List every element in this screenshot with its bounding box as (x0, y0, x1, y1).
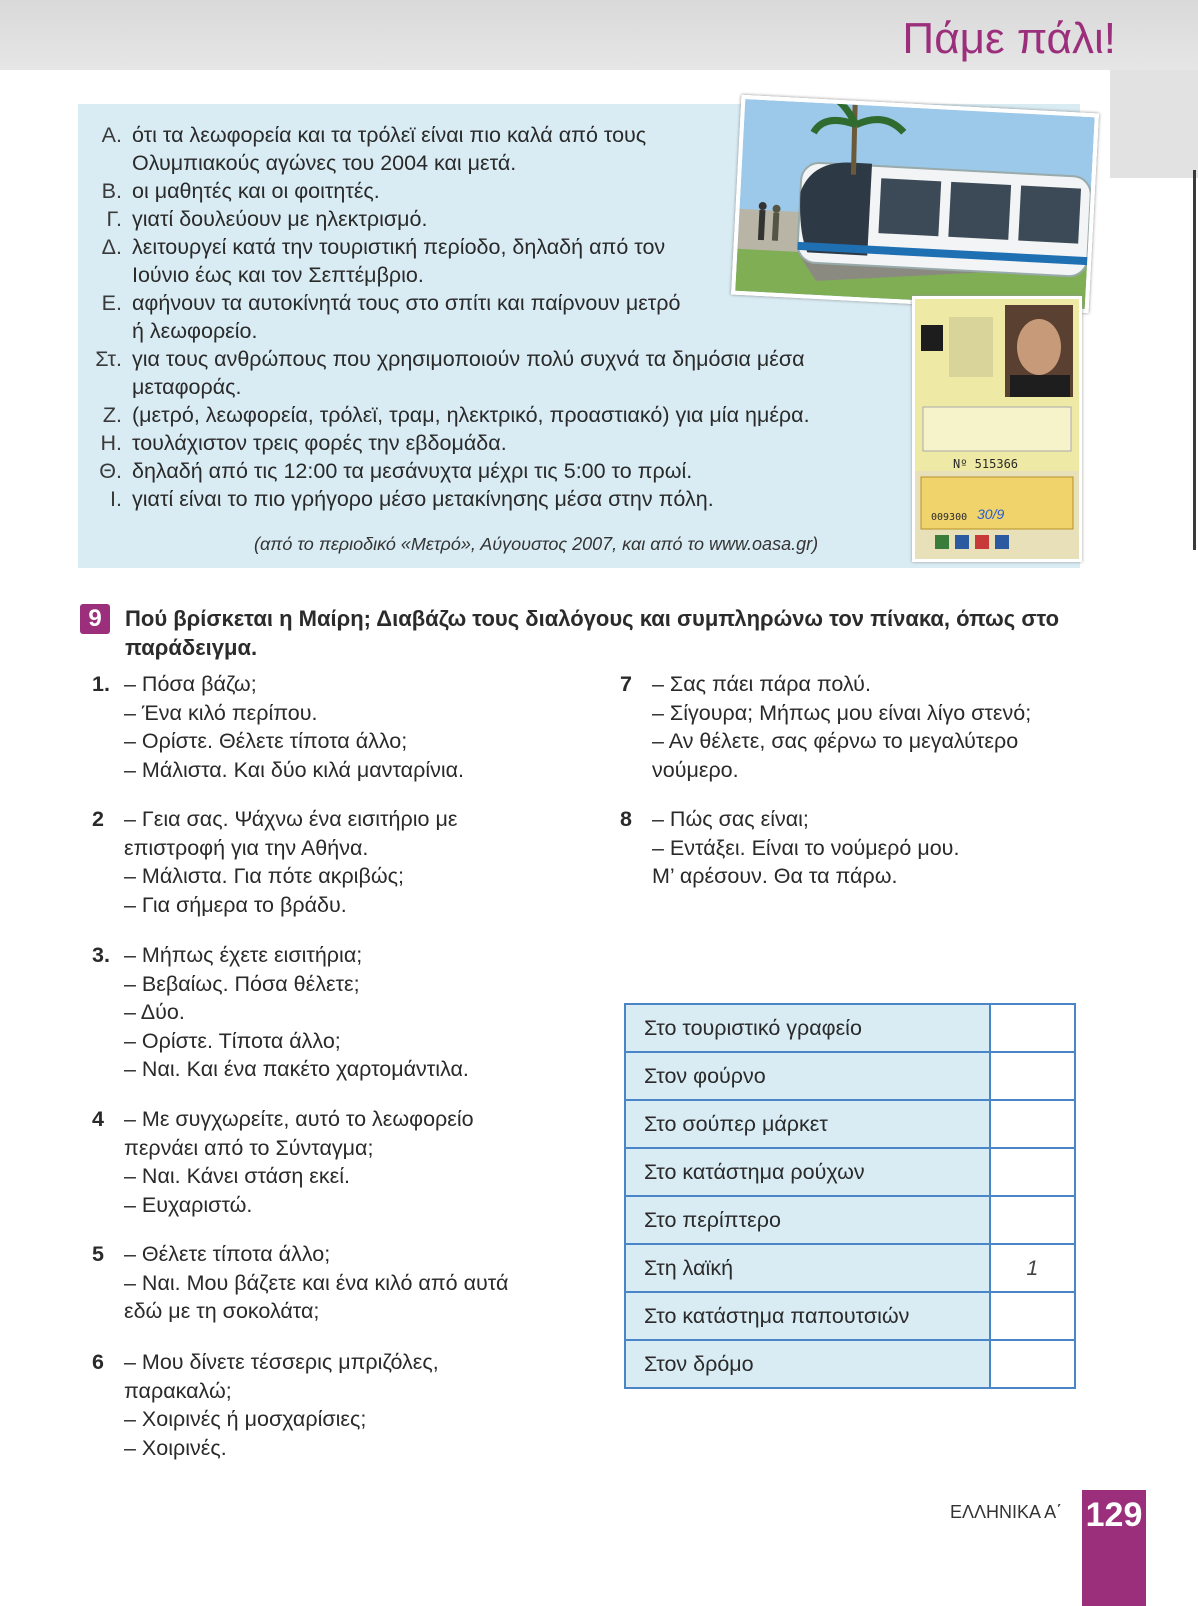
table-place: Στο περίπτερο (625, 1196, 990, 1244)
dialogue-1: 1. – Πόσα βάζω; – Ένα κιλό περίπου. – Ορίστε. Θέλετε τίποτα άλλο; – Μάλιστα. Και δύο κιλά μανταρίνια. (92, 672, 465, 782)
dialogue-4: 4 – Με συγχωρείτε, αυτό το λεωφορείο περνάει από το Σύνταγμα; – Ναι. Κάνει στάση εκεί. – Ευχαριστώ. (92, 1107, 474, 1217)
table-answer[interactable] (990, 1004, 1075, 1052)
dialogue-7: 7 – Σας πάει πάρα πολύ. – Σίγουρα; Μήπως μου είναι λίγο στενό; – Αν θέλετε, σας φέρνω το μεγαλύτερο νούμερο. (620, 672, 1032, 782)
tram-illustration (735, 99, 1095, 309)
table-place: Στον δρόμο (625, 1340, 990, 1388)
book-title: ΕΛΛΗΝΙΚΑ Α΄ (950, 1502, 1063, 1522)
list-item: Δ. λειτουργεί κατά την τουριστική περίοδο, δηλαδή από τον Ιούνιο έως και τον Σεπτέμβριο. (101, 235, 666, 287)
transit-card-photo (912, 296, 1082, 562)
exercise-number: 9 (80, 604, 110, 634)
list-item: Γ. γιατί δουλεύουν με ηλεκτρισμό. (106, 207, 428, 231)
table-row (625, 1244, 1075, 1292)
table-row (625, 1292, 1075, 1340)
list-item: Α. ότι τα λεωφορεία και τα τρόλεϊ είναι πιο καλά από τους Ολυμπιακούς αγώνες του 2004 και μετά. (101, 123, 647, 175)
dialogue-2: 2 – Γεια σας. Ψάχνω ένα εισιτήριο με επιστροφή για την Αθήνα. – Μάλιστα. Για πότε ακριβώς; – Για σήμερα το βράδυ. (92, 807, 458, 917)
card-number: Nº 515366 (953, 457, 1019, 471)
ticket-handwriting: 30/9 (977, 506, 1005, 522)
answer-table (624, 1003, 1076, 1389)
page-title: Πάμε πάλι! (902, 14, 1116, 63)
table-place: Στο κατάστημα ρούχων (625, 1148, 990, 1196)
list-item: Η. τουλάχιστον τρεις φορές την εβδομάδα. (100, 431, 507, 455)
list-item: Ι. γιατί είναι το πιο γρήγορο μέσο μετακίνησης μέσα στην πόλη. (110, 487, 714, 511)
table-answer[interactable]: 1 (990, 1244, 1075, 1292)
table-answer[interactable] (990, 1100, 1075, 1148)
list-item: Θ. δηλαδή από τις 12:00 τα μεσάνυχτα μέχρι τις 5:00 το πρωί. (99, 459, 693, 483)
table-place: Στον φούρνο (625, 1052, 990, 1100)
table-row (625, 1004, 1075, 1052)
page-edge-line (1193, 170, 1196, 550)
table-row (625, 1052, 1075, 1100)
table-place: Στο σούπερ μάρκετ (625, 1100, 990, 1148)
tram-photo (731, 95, 1099, 313)
table-row (625, 1148, 1075, 1196)
table-answer[interactable] (990, 1340, 1075, 1388)
page-number: 129 (1085, 1496, 1143, 1534)
source-citation: (από το περιοδικό «Μετρό», Αύγουστος 2007, και από το www.oasa.gr) (254, 534, 819, 554)
list-item: Ε. αφήνουν τα αυτοκίνητά τους στο σπίτι και παίρνουν μετρό ή λεωφορείο. (101, 291, 681, 343)
table-answer[interactable] (990, 1052, 1075, 1100)
table-place: Στο τουριστικό γραφείο (625, 1004, 990, 1052)
dialogue-3: 3. – Μήπως έχετε εισιτήρια; – Βεβαίως. Πόσα θέλετε; – Δύο. – Ορίστε. Τίποτα άλλο; – Ναι. Και ένα πακέτο χαρτομάντιλα. (92, 943, 469, 1081)
table-place: Στο κατάστημα παπουτσιών (625, 1292, 990, 1340)
table-answer[interactable] (990, 1292, 1075, 1340)
table-place: Στη λαϊκή (625, 1244, 990, 1292)
table-answer[interactable] (990, 1148, 1075, 1196)
list-item: Β. οι μαθητές και οι φοιτητές. (101, 179, 380, 203)
dialogue-8: 8 – Πώς σας είναι; – Εντάξει. Είναι το νούμερό μου. Μ’ αρέσουν. Θα τα πάρω. (620, 807, 960, 888)
table-row (625, 1196, 1075, 1244)
dialogue-5: 5 – Θέλετε τίποτα άλλο; – Ναι. Μου βάζετε και ένα κιλό από αυτά εδώ με τη σοκολάτα; (92, 1242, 509, 1323)
table-answer[interactable] (990, 1196, 1075, 1244)
list-item: Ζ. (μετρό, λεωφορεία, τρόλεϊ, τραμ, ηλεκτρικό, προαστιακό) για μία ημέρα. (102, 403, 810, 427)
list-item: Στ. για τους ανθρώπους που χρησιμοποιούν πολύ συχνά τα δημόσια μέσα μεταφοράς. (95, 347, 805, 399)
table-row (625, 1100, 1075, 1148)
side-tab (1110, 70, 1198, 178)
ticket-number: 009300 (931, 512, 968, 523)
dialogue-6: 6 – Μου δίνετε τέσσερις μπριζόλες, παρακαλώ; – Χοιρινές ή μοσχαρίσιες; – Χοιρινές. (92, 1350, 439, 1460)
table-row (625, 1340, 1075, 1388)
exercise-instruction: Πού βρίσκεται η Μαίρη; Διαβάζω τους διαλόγους και συμπληρώνω τον πίνακα, όπως στο παράδειγμα. (125, 606, 1060, 660)
